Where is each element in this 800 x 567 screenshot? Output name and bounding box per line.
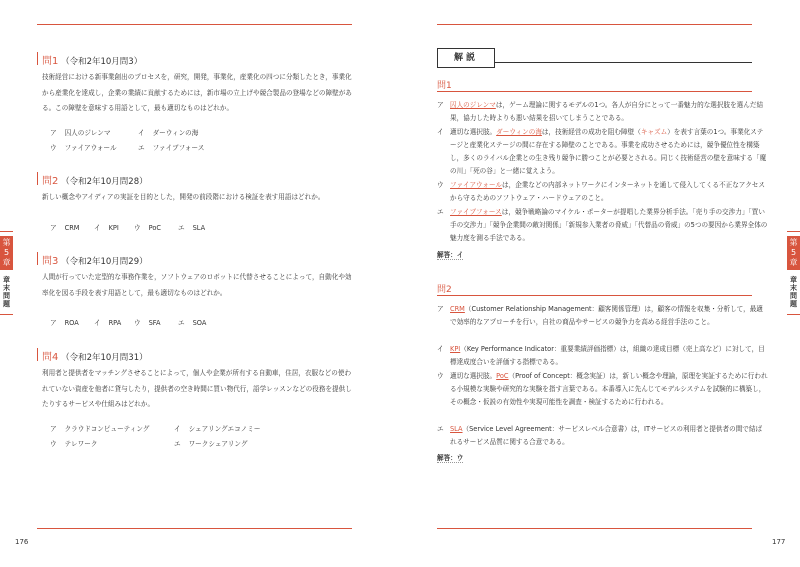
bottom-rule — [437, 528, 752, 529]
question-source: （令和2年10月問29） — [61, 257, 148, 267]
tab-rule — [0, 314, 13, 315]
top-rule — [37, 24, 352, 25]
choice: エ SLA — [178, 224, 206, 232]
explanation-item: エ ファイブフォースは，競争戦略論のマイケル・ポーターが提唱した業界分析手法。「売り手の交渉力」「買い手の交渉力」「競争企業間の敵対関係」「新規参入業者の脅威」「代替品の脅威」の5つの要因から業界全体の魅力度を測る手法である。 — [437, 208, 768, 242]
choice: ア ROA — [50, 319, 79, 327]
answer-section-2-label: 問2 — [437, 285, 452, 295]
heading-rule — [494, 62, 752, 63]
tab-rule — [0, 231, 13, 232]
question-source: （令和2年10月問28） — [61, 177, 148, 187]
answer-1: 解答：イ — [437, 251, 464, 259]
bottom-rule — [37, 528, 352, 529]
explanation-item: ウ ファイアウォールは，企業などの内部ネットワークにインターネットを通して侵入してくる不正なアクセスから守るためのソフトウェア・ハードウェアのこと。 — [437, 181, 765, 202]
question-marker — [37, 172, 38, 185]
explanation-item: エ SLA（Service Level Agreement：サービスレベル合意書）は，ITサービスの利用者と提供者の間で結ばれるサービス品質に関する合意である。 — [437, 425, 763, 446]
question-2-title — [42, 172, 148, 187]
chapter-tab: 第 5 章 — [0, 236, 13, 270]
choice: ウ SFA — [134, 319, 161, 327]
question-number: 問4 — [42, 352, 59, 363]
choice: ウ PoC — [134, 224, 161, 232]
question-1-text: 技術経営における新事業創出のプロセスを，研究，開発，事業化，産業化の四つに分類したとき，事業化から産業化を達成し，企業の業績に貢献するためには，新市場の立上げや競合製品の登場などの障壁がある。この障壁を意味する用語として，最も適切なものはどれか。 — [42, 73, 352, 113]
question-1-title — [42, 52, 142, 67]
choice: ウ テレワーク — [50, 440, 98, 448]
question-number: 問3 — [42, 256, 59, 267]
tab-rule — [787, 314, 800, 315]
choice: ア CRM — [50, 224, 80, 232]
question-3-title — [42, 252, 148, 267]
top-rule — [437, 24, 752, 25]
tab-rule — [787, 231, 800, 232]
section-rule — [437, 295, 752, 296]
choice: ウ ファイアウォール — [50, 144, 117, 152]
choice: イ RPA — [94, 319, 122, 327]
question-number: 問1 — [42, 56, 59, 67]
choice: エ ワークシェアリング — [174, 440, 248, 448]
chapter-label: 章 末 問 題 — [790, 276, 797, 308]
question-2-text: 新しい概念やアイディアの実証を目的とした，開発の前段階における検証を表す用語はどれか。 — [42, 193, 325, 201]
page-number: 176 — [15, 538, 29, 546]
choice: ア クラウドコンピューティング — [50, 425, 150, 433]
explanation-item: ウ 適切な選択肢。PoC（Proof of Concept：概念実証）は，新しい概念や理論，原理を実証するために行われる小規模な実験や研究的な実験を指す言葉である。本番導入に先んじてモデルシステムを試験的に構築し，その概念・仮説の有効性や実現可能性を調査・検証するために行われる。 — [437, 372, 768, 406]
explanation-item: ア CRM（Customer Relationship Management：顧客関係管理）は，顧客の情報を収集・分析して，最適で効率的なアプローチを行い，自社の商品やサービスの競争力を高める経営手法のこと。 — [437, 305, 763, 326]
choice: イ ダーウィンの海 — [138, 129, 199, 137]
choice: エ ファイブフォース — [138, 144, 205, 152]
section-rule — [437, 91, 752, 92]
right-page — [400, 0, 800, 567]
explanation-item: ア 囚人のジレンマは，ゲーム理論に関するモデルの1つ。各人が自分にとって一番魅力的な選択肢を選んだ結果，協力した時よりも悪い結果を招いてしまうことである。 — [437, 101, 764, 122]
question-source: （令和2年10月問3） — [61, 57, 143, 67]
question-4-text: 利用者と提供者をマッチングさせることによって，個人や企業が所有する自動車，住居，衣服などの使われていない資産を他者に貸与したり，提供者の空き時間に買い物代行，語学レッスンなどの役務を提供したりするサービスや仕組みはどれか。 — [42, 369, 352, 409]
question-marker — [37, 348, 38, 361]
choice: ア 囚人のジレンマ — [50, 129, 111, 137]
question-marker — [37, 52, 38, 65]
section-heading: 解説 — [437, 48, 495, 68]
question-3-text: 人間が行っていた定型的な事務作業を，ソフトウェアのロボットに代替させることによって，自動化や効率化を図る手段を表す用語として，最も適切なものはどれか。 — [42, 273, 352, 297]
explanation-item: イ KPI（Key Performance Indicator：重要業績評価指標）は，組織の達成目標（売上高など）に対して，目標達成度合いを評価する指標である。 — [437, 345, 765, 366]
explanation-item: イ 適切な選択肢。ダーウィンの海は，技術経営の成功を阻む障壁（キャズム）を表す言葉の1つ。事業化ステージと産業化ステージの間に存在する障壁のことである。事業を成功させるためには，競争優位性を構築し，多くのライバル企業との生き残り競争に勝つことが必要とされる。同じく技術経営の壁を意味する「魔の川」「死の谷」と一緒に覚えよう。 — [437, 128, 767, 175]
question-marker — [37, 252, 38, 265]
choice: イ KPI — [94, 224, 119, 232]
choice: エ SOA — [178, 319, 207, 327]
chapter-tab: 第 5 章 — [787, 236, 800, 270]
page-number: 177 — [772, 538, 786, 546]
answer-2: 解答：ウ — [437, 454, 464, 462]
answer-section-1-label: 問1 — [437, 81, 452, 91]
question-4-title — [42, 348, 148, 363]
question-source: （令和2年10月問31） — [61, 353, 148, 363]
choice: イ シェアリングエコノミー — [174, 425, 261, 433]
chapter-label: 章 末 問 題 — [3, 276, 10, 308]
question-number: 問2 — [42, 176, 59, 187]
